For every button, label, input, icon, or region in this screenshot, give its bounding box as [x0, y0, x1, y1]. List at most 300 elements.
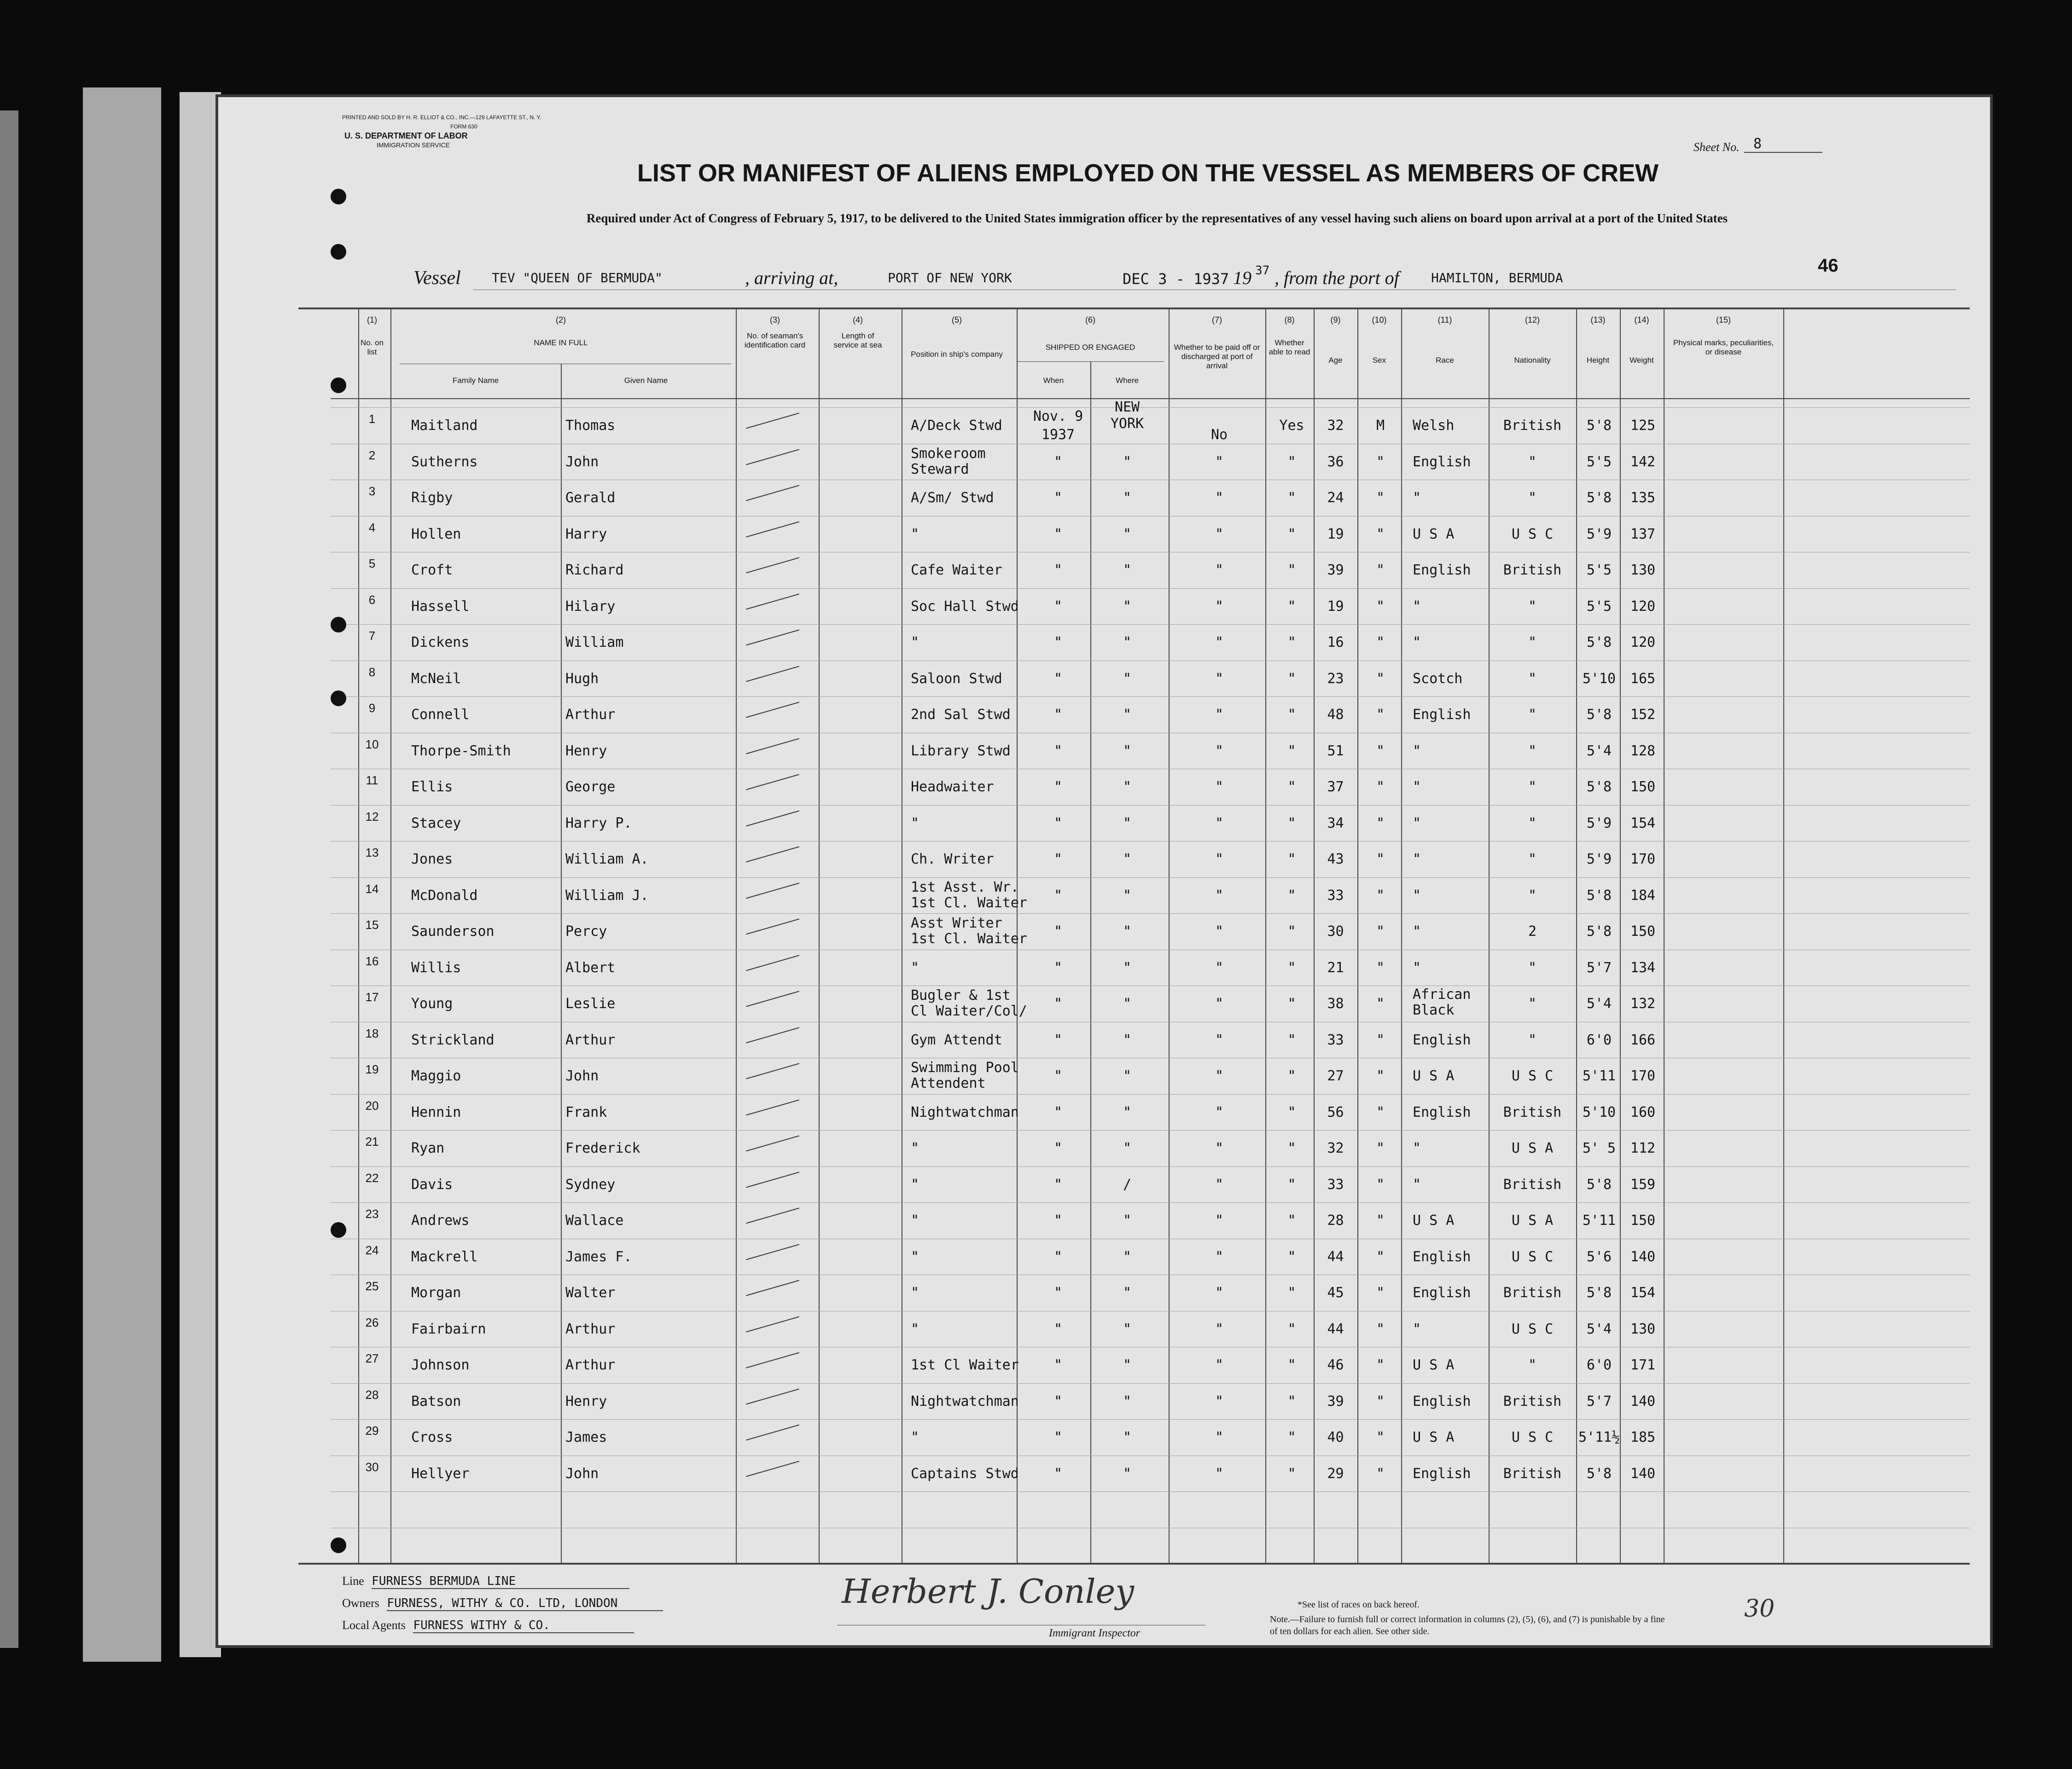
row-number: 15	[365, 918, 379, 932]
check-mark	[746, 1352, 799, 1369]
nationality: U S C	[1511, 1068, 1554, 1084]
col-head-14: Weight	[1630, 356, 1654, 365]
position-text: "	[911, 634, 920, 650]
check-mark	[746, 774, 799, 790]
given-name: Richard	[565, 562, 624, 578]
service-label: IMMIGRATION SERVICE	[377, 141, 450, 149]
paid-off: "	[1215, 923, 1224, 940]
age: 46	[1327, 1357, 1344, 1373]
age: 30	[1327, 923, 1344, 940]
given-name: Arthur	[565, 1032, 616, 1048]
shipped-where: "	[1123, 887, 1132, 904]
race: U S A	[1413, 1429, 1455, 1445]
col-num-12: (12)	[1525, 315, 1540, 325]
race: "	[1413, 851, 1421, 867]
age: 51	[1327, 742, 1344, 759]
height: 5'8	[1586, 779, 1612, 795]
race: U S A	[1413, 1212, 1455, 1229]
able-to-read: "	[1287, 923, 1296, 940]
check-mark	[746, 702, 799, 718]
race: "	[1413, 959, 1421, 976]
paid-off: "	[1215, 670, 1224, 687]
age: 44	[1327, 1321, 1344, 1337]
paid-off: "	[1215, 526, 1224, 542]
col-num-11: (11)	[1438, 315, 1452, 325]
given-name: Harry	[565, 526, 607, 542]
able-to-read: "	[1287, 1321, 1296, 1337]
owners-value: FURNESS, WITHY & CO. LTD, LONDON	[387, 1596, 663, 1611]
height: 5'5	[1586, 598, 1612, 615]
position-text: Ch. Writer	[911, 851, 994, 867]
height: 5'8	[1586, 634, 1612, 650]
given-name: James F.	[565, 1248, 632, 1265]
row-number: 19	[365, 1062, 379, 1076]
age: 45	[1327, 1285, 1344, 1301]
paid-off: "	[1215, 1176, 1224, 1193]
shipped-when: "	[1053, 634, 1063, 650]
shipped-sub-rule	[1017, 361, 1164, 362]
column-line	[1783, 307, 1784, 1563]
race: U S A	[1413, 1068, 1455, 1084]
able-to-read: "	[1287, 742, 1296, 759]
shipped-where: "	[1123, 959, 1132, 976]
nationality: U S C	[1511, 1429, 1554, 1445]
race: "	[1413, 634, 1421, 650]
paid-off: No	[1211, 427, 1228, 443]
check-mark	[746, 666, 799, 682]
given-name: Hugh	[565, 670, 599, 687]
row-number: 4	[368, 520, 376, 534]
shipped-where: "	[1123, 996, 1132, 1012]
row-rule	[331, 1202, 1970, 1203]
shipped-where: "	[1123, 453, 1132, 470]
family-name: Andrews	[411, 1212, 470, 1229]
paid-off: "	[1215, 634, 1224, 650]
fine-note: Note.—Failure to furnish full or correct information in columns (2), (5), (6), and (7) is punishable by a fine of ten dollars for each alien. See other side.	[1270, 1614, 1665, 1636]
race: "	[1413, 490, 1421, 506]
column-line	[1401, 307, 1402, 1563]
given-name: Frederick	[565, 1140, 640, 1156]
shipped-when: "	[1053, 959, 1063, 976]
row-number: 10	[365, 737, 379, 751]
shipped-when: "	[1053, 815, 1063, 831]
check-mark	[746, 1244, 799, 1260]
height: 6'0	[1586, 1357, 1612, 1373]
shipped-when: "	[1053, 923, 1063, 940]
nationality: U S A	[1511, 1212, 1554, 1229]
col-num-8: (8)	[1284, 315, 1295, 325]
paid-off: "	[1215, 996, 1224, 1012]
given-name: Wallace	[565, 1212, 624, 1229]
inspector-signature: Herbert J. Conley	[842, 1572, 1134, 1611]
age: 39	[1327, 1393, 1344, 1409]
race: Scotch	[1413, 670, 1463, 687]
height: 5'9	[1586, 815, 1612, 831]
position-text: Asst Writer	[911, 915, 1002, 931]
line-label: Line	[342, 1574, 364, 1588]
check-mark	[746, 882, 799, 899]
sex: "	[1376, 851, 1385, 867]
year-label: 19	[1233, 267, 1251, 288]
check-mark	[746, 1316, 799, 1332]
weight: 137	[1630, 526, 1656, 542]
race: "	[1413, 887, 1421, 904]
race: English	[1413, 1465, 1471, 1482]
shipped-when: "	[1053, 1212, 1063, 1229]
sex: "	[1376, 453, 1385, 470]
row-number: 20	[365, 1098, 379, 1113]
column-line	[1664, 307, 1665, 1563]
position-text: 1st Cl Waiter	[911, 1357, 1019, 1373]
shipped-when: "	[1053, 1393, 1063, 1409]
left-film-strip-2	[83, 87, 161, 1662]
check-mark	[746, 1461, 799, 1477]
family-name: Mackrell	[411, 1248, 478, 1265]
height: 5'8	[1586, 418, 1612, 434]
family-name: Young	[411, 996, 453, 1012]
row-number: 21	[365, 1135, 379, 1148]
paid-off: "	[1215, 453, 1224, 470]
col-num-2: (2)	[556, 315, 566, 325]
row-number: 27	[365, 1351, 379, 1365]
sheet-number: 8	[1744, 136, 1822, 153]
family-name: Sutherns	[411, 453, 478, 470]
corner-number: 46	[1818, 255, 1839, 276]
col-num-14: (14)	[1634, 315, 1649, 325]
weight: 154	[1630, 815, 1656, 831]
check-mark	[746, 485, 799, 501]
nationality: British	[1503, 1176, 1562, 1193]
shipped-when: Nov. 9	[1033, 408, 1083, 424]
age: 56	[1327, 1104, 1344, 1120]
age: 33	[1327, 1032, 1344, 1048]
given-name: Frank	[565, 1104, 607, 1120]
col-head-13: Height	[1586, 356, 1610, 365]
family-name: Fairbairn	[411, 1321, 486, 1337]
punch-hole	[331, 189, 346, 204]
paid-off: "	[1215, 1140, 1224, 1156]
family-name: Rigby	[411, 490, 453, 506]
shipped-where: "	[1123, 815, 1132, 831]
row-number: 8	[368, 665, 376, 679]
height: 6'0	[1586, 1032, 1612, 1048]
col-num-13: (13)	[1590, 315, 1606, 325]
sex: "	[1376, 707, 1385, 723]
race: "	[1413, 779, 1421, 795]
weight: 170	[1630, 1068, 1656, 1084]
family-name: Stacey	[411, 815, 461, 831]
shipped-when: "	[1053, 1285, 1063, 1301]
sex: "	[1376, 815, 1385, 831]
row-number: 1	[368, 412, 376, 426]
sex: "	[1376, 670, 1385, 687]
family-name: Maitland	[411, 418, 478, 434]
paid-off: "	[1215, 1429, 1224, 1445]
paid-off: "	[1215, 1321, 1224, 1337]
col-head-3: No. of seaman's identification card	[744, 331, 806, 349]
punch-hole	[331, 377, 346, 393]
shipped-when: "	[1053, 598, 1063, 615]
paid-off: "	[1215, 851, 1224, 867]
family-name: Croft	[411, 562, 453, 578]
row-number: 30	[365, 1460, 379, 1474]
shipped-where: "	[1123, 707, 1132, 723]
shipped-where: "	[1123, 562, 1132, 578]
sex: "	[1376, 996, 1385, 1012]
height: 5'11½	[1578, 1429, 1620, 1445]
position-text: Gym Attendt	[911, 1032, 1002, 1048]
owners-label: Owners	[342, 1596, 379, 1610]
column-line	[1265, 307, 1266, 1563]
line-value: FURNESS BERMUDA LINE	[372, 1574, 629, 1589]
paid-off: "	[1215, 1465, 1224, 1482]
position-text: Cl Waiter/Col/	[911, 1003, 1027, 1019]
given-name: John	[565, 453, 599, 470]
weight: 160	[1630, 1104, 1656, 1120]
position-text: Swimming Pool	[911, 1060, 1019, 1076]
check-mark	[746, 1208, 799, 1224]
manifest-page	[215, 94, 1993, 1648]
row-number: 2	[368, 448, 376, 462]
agents-label: Local Agents	[342, 1618, 406, 1632]
family-name: Cross	[411, 1429, 453, 1445]
height: 5'9	[1586, 526, 1612, 542]
left-film-strip-3	[180, 92, 221, 1657]
family-name: Hollen	[411, 526, 461, 542]
position-text: "	[911, 815, 920, 831]
race: Welsh	[1413, 418, 1455, 434]
punch-hole	[331, 690, 346, 706]
row-number: 23	[365, 1207, 379, 1221]
shipped-when: "	[1053, 851, 1063, 867]
family-name: Connell	[411, 707, 470, 723]
agents-value: FURNESS WITHY & CO.	[413, 1618, 634, 1633]
nationality: 2	[1528, 923, 1537, 940]
shipped-where: "	[1123, 634, 1132, 650]
age: 33	[1327, 1176, 1344, 1193]
age: 39	[1327, 562, 1344, 578]
check-mark	[746, 810, 799, 826]
row-number: 26	[365, 1315, 379, 1329]
shipped-where: YORK	[1110, 416, 1144, 432]
weight: 120	[1630, 598, 1656, 615]
nationality: "	[1528, 670, 1537, 687]
table-top-border	[298, 307, 1970, 309]
row-number: 12	[365, 809, 379, 824]
position-text: Attendent	[911, 1075, 986, 1091]
position-text: "	[911, 1212, 920, 1229]
position-text: Headwaiter	[911, 779, 994, 795]
position-text: "	[911, 959, 920, 976]
check-mark	[746, 449, 799, 465]
shipped-where: "	[1123, 923, 1132, 940]
age: 28	[1327, 1212, 1344, 1229]
punch-hole	[331, 617, 346, 632]
paid-off: "	[1215, 1393, 1224, 1409]
weight: 135	[1630, 490, 1656, 506]
paid-off: "	[1215, 1104, 1224, 1120]
sex: "	[1376, 634, 1385, 650]
nationality: "	[1528, 959, 1537, 976]
weight: 150	[1630, 779, 1656, 795]
sex: "	[1376, 1357, 1385, 1373]
age: 34	[1327, 815, 1344, 831]
shipped-when: "	[1053, 779, 1063, 795]
age: 40	[1327, 1429, 1344, 1445]
sex: "	[1376, 1068, 1385, 1084]
row-number: 11	[366, 773, 378, 787]
able-to-read: "	[1287, 562, 1296, 578]
race: "	[1413, 923, 1421, 940]
nationality: British	[1503, 1393, 1562, 1409]
row-rule	[331, 913, 1970, 914]
age: 21	[1327, 959, 1344, 976]
able-to-read: "	[1287, 526, 1296, 542]
age: 19	[1327, 526, 1344, 542]
race: English	[1413, 562, 1471, 578]
col-head-15: Physical marks, peculiarities, or disease	[1673, 338, 1774, 356]
shipped-where: "	[1123, 1248, 1132, 1265]
weight: 142	[1630, 453, 1656, 470]
height: 5'7	[1586, 1393, 1612, 1409]
given-name: Walter	[565, 1285, 616, 1301]
nationality: "	[1528, 779, 1537, 795]
race: English	[1413, 1393, 1471, 1409]
nationality: U S C	[1511, 1248, 1554, 1265]
age: 29	[1327, 1465, 1344, 1482]
position-text: Captains Stwd	[911, 1465, 1019, 1482]
left-film-strip	[0, 110, 18, 1648]
shipped-when: "	[1053, 707, 1063, 723]
row-rule	[331, 588, 1970, 589]
nationality: U S C	[1511, 1321, 1554, 1337]
weight: 184	[1630, 887, 1656, 904]
position-text: "	[911, 1140, 920, 1156]
position-text: "	[911, 1176, 920, 1193]
race: U S A	[1413, 1357, 1455, 1373]
punch-hole	[331, 244, 346, 260]
given-name: George	[565, 779, 616, 795]
family-name: Thorpe-Smith	[411, 742, 511, 759]
weight: 165	[1630, 670, 1656, 687]
position-text: "	[911, 1321, 920, 1337]
row-rule	[331, 696, 1970, 697]
weight: 112	[1630, 1140, 1656, 1156]
row-number: 17	[365, 990, 379, 1004]
shipped-where: "	[1123, 851, 1132, 867]
shipped-when: "	[1053, 1248, 1063, 1265]
department-label: U. S. DEPARTMENT OF LABOR	[344, 131, 468, 140]
column-line	[819, 307, 820, 1563]
shipped-where: "	[1123, 1357, 1132, 1373]
weight: 152	[1630, 707, 1656, 723]
check-mark	[746, 593, 799, 609]
height: 5'8	[1586, 1285, 1612, 1301]
nationality: British	[1503, 1465, 1562, 1482]
age: 19	[1327, 598, 1344, 615]
sex: "	[1376, 1321, 1385, 1337]
col-head-4: Length of service at sea	[833, 331, 882, 349]
race: English	[1413, 1104, 1471, 1120]
able-to-read: "	[1287, 815, 1296, 831]
height: 5'10	[1582, 670, 1616, 687]
arrival-port: PORT OF NEW YORK	[888, 270, 1012, 285]
paid-off: "	[1215, 815, 1224, 831]
column-line	[736, 307, 737, 1563]
race: "	[1413, 1140, 1421, 1156]
family-name: Hassell	[411, 598, 470, 615]
able-to-read: "	[1287, 851, 1296, 867]
col-head-where: Where	[1115, 376, 1139, 385]
weight: 130	[1630, 1321, 1656, 1337]
row-number: 7	[368, 629, 376, 643]
nationality: "	[1528, 815, 1537, 831]
check-mark	[746, 738, 799, 754]
shipped-when: "	[1053, 1465, 1063, 1482]
sex: "	[1376, 887, 1385, 904]
row-number: 13	[365, 846, 379, 859]
nationality: "	[1528, 598, 1537, 615]
family-name: Willis	[411, 959, 461, 976]
race: "	[1413, 1176, 1421, 1193]
sex: "	[1376, 1176, 1385, 1193]
shipped-when: "	[1053, 742, 1063, 759]
family-name: Ryan	[411, 1140, 445, 1156]
height: 5'8	[1586, 1176, 1612, 1193]
height: 5'8	[1586, 1465, 1612, 1482]
height: 5'10	[1582, 1104, 1616, 1120]
able-to-read: "	[1287, 1285, 1296, 1301]
col-head-1: No. on list	[360, 338, 384, 356]
given-name: William	[565, 634, 624, 650]
able-to-read: "	[1287, 1104, 1296, 1120]
able-to-read: "	[1287, 996, 1296, 1012]
race: English	[1413, 453, 1471, 470]
given-name: Albert	[565, 959, 616, 976]
race: English	[1413, 1285, 1471, 1301]
vessel-name: TEV "QUEEN OF BERMUDA"	[492, 270, 663, 285]
family-name: Davis	[411, 1176, 453, 1193]
height: 5'7	[1586, 959, 1612, 976]
position-text: Soc Hall Stwd	[911, 598, 1019, 615]
page-subtitle: Required under Act of Congress of February 5, 1917, to be delivered to the United States immigration officer by the representatives of any vessel having such aliens on board upon arrival at a port of the United States	[586, 211, 1728, 225]
able-to-read: "	[1287, 1393, 1296, 1409]
sex: "	[1376, 1248, 1385, 1265]
weight: 150	[1630, 923, 1656, 940]
row-number: 3	[368, 484, 376, 498]
able-to-read: Yes	[1279, 418, 1304, 434]
handwritten-mark: 30	[1744, 1595, 1775, 1623]
height: 5'4	[1586, 1321, 1612, 1337]
col-head-family: Family Name	[452, 376, 499, 385]
weight: 159	[1630, 1176, 1656, 1193]
race: English	[1413, 1032, 1471, 1048]
nationality: British	[1503, 1104, 1562, 1120]
position-text: 1st Asst. Wr.	[911, 879, 1019, 895]
weight: 130	[1630, 562, 1656, 578]
given-name: John	[565, 1465, 599, 1482]
column-line	[1620, 307, 1621, 1563]
race: "	[1413, 815, 1421, 831]
given-name: Gerald	[565, 490, 616, 506]
shipped-where: "	[1123, 779, 1132, 795]
age: 27	[1327, 1068, 1344, 1084]
col-head-10: Sex	[1372, 356, 1386, 365]
nationality: "	[1528, 742, 1537, 759]
column-line	[1357, 307, 1358, 1563]
height: 5'6	[1586, 1248, 1612, 1265]
sex: "	[1376, 923, 1385, 940]
